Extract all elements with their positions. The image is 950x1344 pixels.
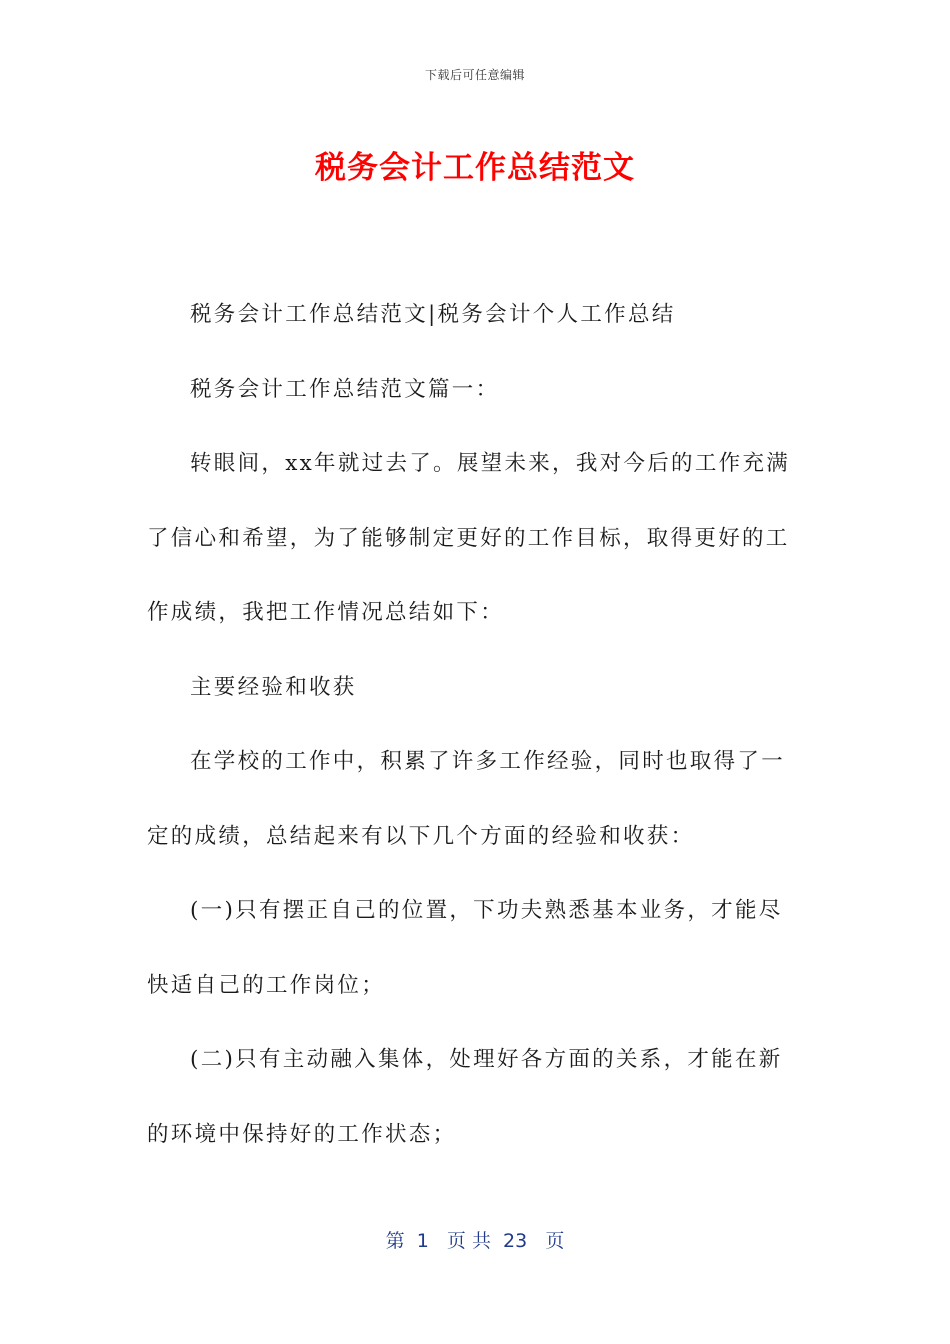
document-title: 税务会计工作总结范文 xyxy=(315,150,635,186)
paragraph: (一)只有摆正自己的位置，下功夫熟悉基本业务，才能尽快适自己的工作岗位； xyxy=(147,898,783,998)
paragraph: 税务会计工作总结范文|税务会计个人工作总结 xyxy=(190,302,676,327)
paragraph: (二)只有主动融入集体，处理好各方面的关系，才能在新的环境中保持好的工作状态； xyxy=(147,1047,783,1147)
paragraph: 主要经验和收获 xyxy=(190,674,357,700)
paragraph: 在学校的工作中，积累了许多工作经验，同时也取得了一定的成绩，总结起来有以下几个方面的经验和收获： xyxy=(147,749,786,849)
paragraph: 税务会计工作总结范文篇一： xyxy=(190,376,500,402)
header-note: 下载后可任意编辑 xyxy=(424,68,525,82)
page-footer: 第 1 页 共 23 页 xyxy=(385,1230,565,1252)
paragraph: 转眼间，xx年就过去了。展望未来，我对今后的工作充满了信心和希望，为了能够制定更好的工作目标，取得更好的工作成绩，我把工作情况总结如下： xyxy=(147,451,791,625)
document-body xyxy=(147,278,797,1172)
